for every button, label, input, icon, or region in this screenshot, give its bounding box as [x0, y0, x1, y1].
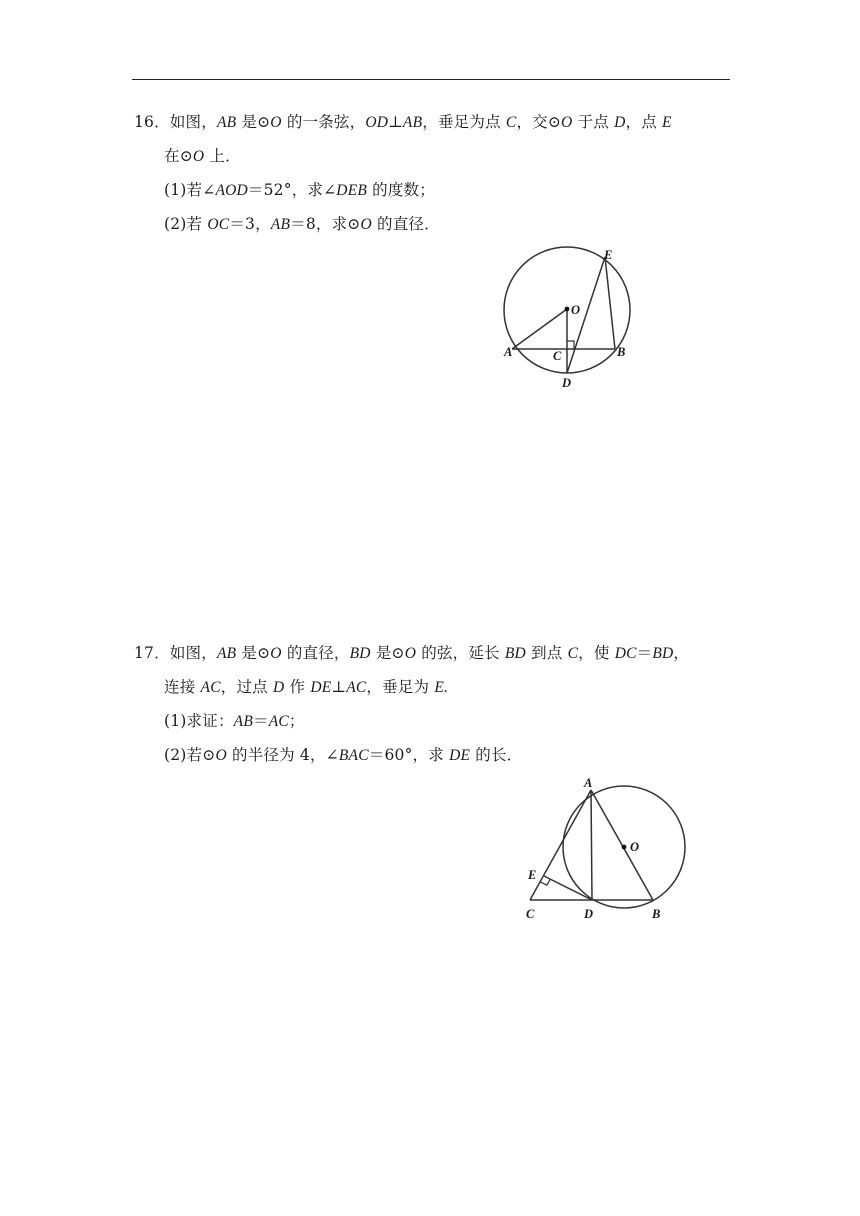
text: (2)若⊙: [164, 746, 216, 764]
var: D: [272, 679, 285, 696]
text: 的直径，: [281, 644, 350, 662]
text: 的直径．: [371, 215, 440, 233]
var: O: [270, 645, 282, 662]
text: 连接: [164, 678, 201, 696]
text: 是⊙: [236, 644, 271, 662]
text: ⊥: [331, 678, 347, 696]
text: ＝: [253, 712, 269, 730]
header-rule: [132, 79, 730, 80]
var: O: [360, 216, 372, 233]
text: (1)求证：: [164, 712, 234, 730]
text: 于点: [572, 113, 615, 131]
text: ＝52°，求∠: [247, 181, 337, 199]
var: E: [662, 114, 672, 131]
var: DE: [310, 679, 332, 696]
var: DE: [449, 747, 471, 764]
var: C: [567, 645, 579, 662]
q17-right-angle-mark: [541, 879, 551, 885]
text: 的半径为 4，∠: [226, 746, 339, 764]
var: BD: [349, 645, 371, 662]
q16-label-c: C: [553, 349, 562, 363]
text: 的长．: [470, 746, 523, 764]
var: AB: [216, 114, 237, 131]
q16-line-1: [134, 112, 672, 133]
text: 是⊙: [236, 113, 271, 131]
text: ，垂足为点: [422, 113, 506, 131]
var: DEB: [336, 182, 368, 199]
var: O: [270, 114, 282, 131]
q16-line-2: [164, 146, 241, 167]
q17-label-o: O: [630, 840, 640, 854]
text: 到点: [525, 644, 568, 662]
q17-center-dot: [622, 845, 627, 850]
var: O: [192, 148, 205, 165]
text: ＝: [636, 644, 653, 662]
var: AC: [346, 679, 367, 696]
q17-figure: [520, 770, 700, 930]
text: 在⊙: [164, 147, 193, 165]
text: 的度数；: [367, 181, 435, 199]
text: 的一条弦，: [281, 113, 366, 131]
q16-label-b: B: [617, 345, 626, 359]
q16-label-a: A: [504, 345, 513, 359]
q17-line-1: [134, 643, 689, 664]
var: E.: [434, 679, 449, 696]
q16-label-e: E: [604, 248, 613, 262]
text: 是⊙: [370, 644, 405, 662]
text: ，: [673, 644, 690, 662]
var: AC: [200, 679, 221, 696]
text: ；: [288, 712, 305, 730]
var: BD: [504, 645, 526, 662]
q17-diameter-ab: [591, 790, 653, 900]
q17-line-2: [164, 677, 448, 698]
var: OC: [207, 216, 230, 233]
q17-sub-2: [164, 745, 522, 766]
q17-label-e: E: [528, 868, 537, 882]
text: 作: [284, 678, 311, 696]
q16-segment-oa: [512, 309, 567, 349]
var: BAC: [338, 747, 369, 764]
q17-segment-de: [544, 876, 592, 900]
q16-segment-eb: [605, 257, 615, 349]
q17-segment-ad: [591, 790, 592, 900]
text: (2)若: [164, 215, 208, 233]
text: ，点: [625, 113, 663, 131]
var: DC: [614, 645, 637, 662]
text: ，过点: [220, 678, 273, 696]
q16-sub-1: [164, 180, 435, 201]
text: ＝8，求⊙: [290, 215, 361, 233]
q17-label-d: D: [584, 907, 594, 921]
text: 上．: [204, 147, 241, 165]
q17-label-a: A: [584, 776, 593, 790]
text: ＝3，: [229, 215, 271, 233]
text: ，使: [578, 644, 615, 662]
q17-label-c: C: [526, 907, 535, 921]
text: ⊥: [388, 113, 403, 131]
q16-label-d: D: [562, 376, 572, 390]
q16-label-o: O: [571, 303, 581, 317]
var: O: [404, 645, 417, 662]
q16-number: 16．: [134, 113, 170, 131]
var: AB: [402, 114, 423, 131]
var: C: [505, 114, 517, 131]
var: O: [561, 114, 573, 131]
var: AB: [270, 216, 291, 233]
text: ，垂足为: [366, 678, 435, 696]
text: (1)若∠: [164, 181, 216, 199]
q17-sub-1: [164, 711, 305, 732]
q16-right-angle-mark: [567, 341, 574, 349]
var: BD: [652, 645, 674, 662]
var: AB: [233, 713, 253, 730]
var: AOD: [215, 182, 248, 199]
q16-figure: [490, 240, 650, 400]
var: AC: [268, 713, 289, 730]
var: D: [614, 114, 626, 131]
q17-number: 17．: [134, 644, 170, 662]
q17-label-b: B: [652, 907, 661, 921]
text: 如图，: [169, 113, 217, 131]
var: OD: [365, 114, 389, 131]
var: O: [215, 747, 227, 764]
var: AB: [216, 645, 237, 662]
text: ＝60°，求: [368, 746, 450, 764]
q16-sub-2: [164, 214, 440, 235]
text: ，交⊙: [516, 113, 562, 131]
text: 如图，: [169, 644, 217, 662]
q16-center-dot: [565, 307, 570, 312]
text: 的弦，延长: [416, 644, 505, 662]
